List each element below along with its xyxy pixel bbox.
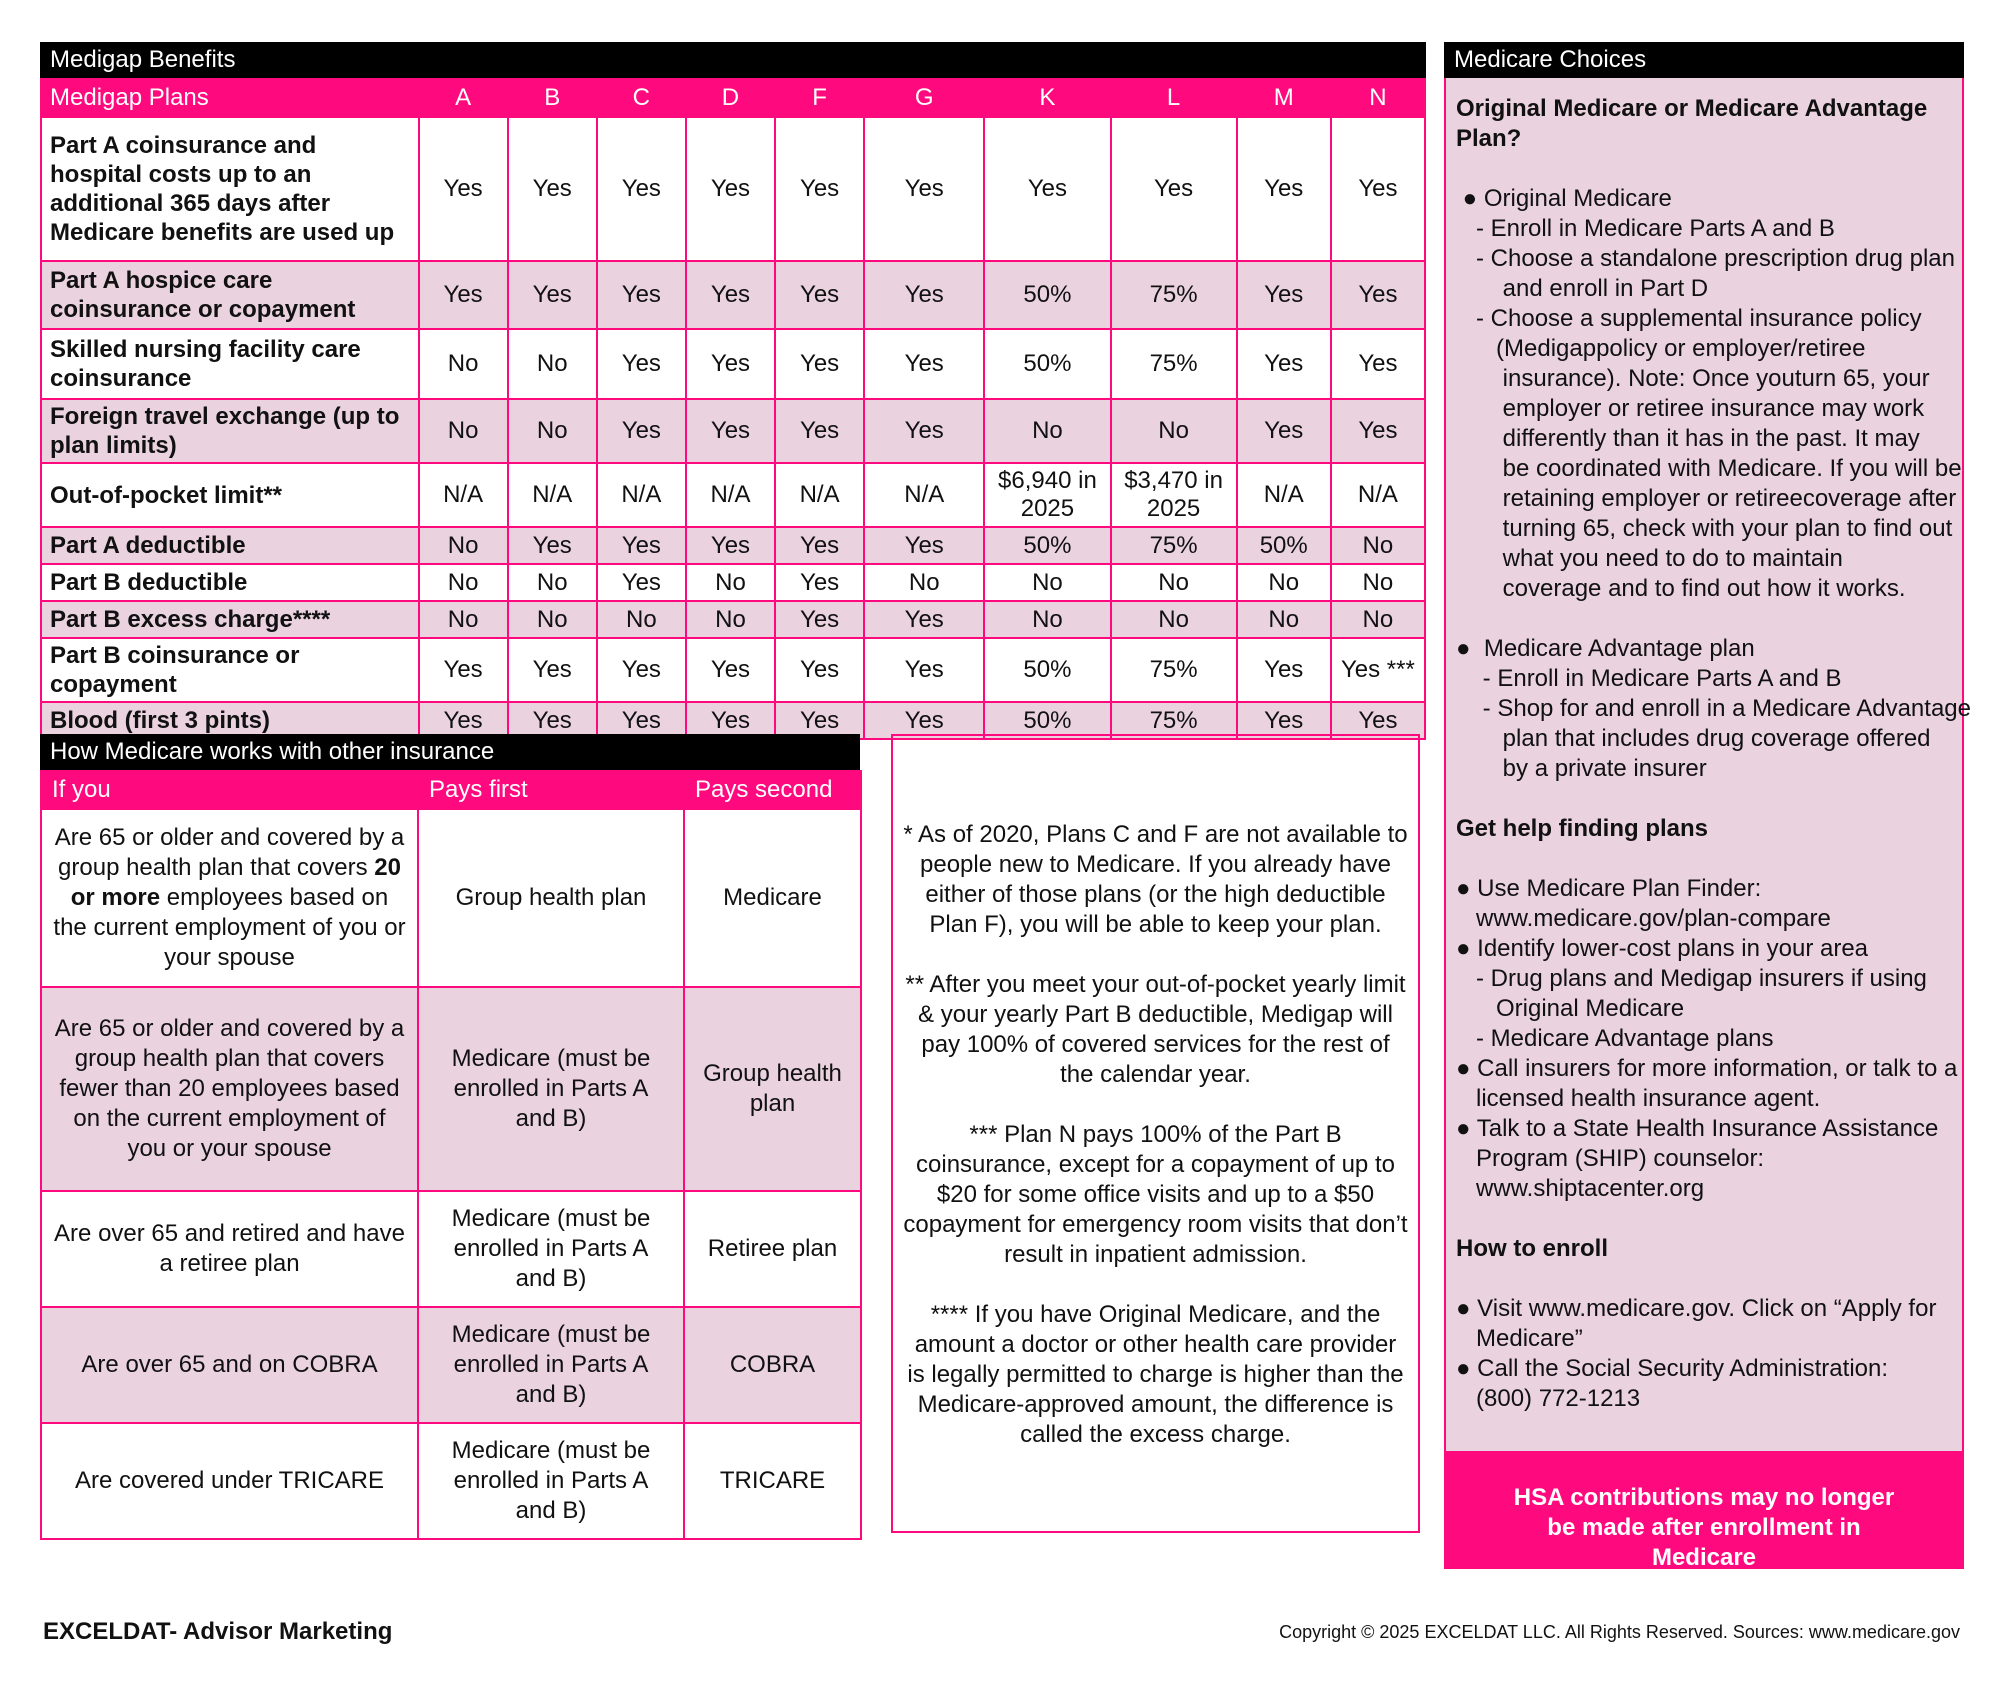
plan-header: F <box>775 79 864 117</box>
howworks-table <box>40 770 862 1540</box>
medigap-row <box>41 261 1425 329</box>
choices-line: Medicare” <box>1456 1325 1583 1352</box>
if-you-text: Are over 65 and on COBRA <box>81 1351 378 1378</box>
medicare-advantage-list <box>1456 634 1971 784</box>
benefit-value: N/A <box>1237 463 1331 527</box>
medigap-plans-header: Medigap Plans <box>41 79 419 117</box>
benefit-value: Yes <box>508 527 597 564</box>
choices-line: www.medicare.gov/plan-compare <box>1456 905 1831 932</box>
benefit-value: No <box>984 601 1110 638</box>
benefit-value: No <box>508 601 597 638</box>
hsa-notice <box>1444 1453 1964 1569</box>
benefit-value: No <box>1237 564 1331 601</box>
benefit-value: Yes <box>686 527 775 564</box>
choices-title: Medicare Choices <box>1444 42 1964 78</box>
if-you-cell <box>41 1307 418 1423</box>
choices-line: (Medigappolicy or employer/retiree <box>1456 335 1866 362</box>
if-you-cell <box>41 809 418 987</box>
if-you-cell <box>41 987 418 1191</box>
choices-line: ● Identify lower-cost plans in your area <box>1456 935 1869 962</box>
benefit-value: Yes <box>597 527 686 564</box>
howworks-row <box>41 1423 861 1539</box>
choices-line: ● Call the Social Security Administration: <box>1456 1355 1889 1382</box>
if-you-emphasis: 20 or more <box>70 854 401 911</box>
howworks-row <box>41 987 861 1191</box>
benefit-value: Yes <box>597 117 686 261</box>
plan-header: A <box>419 79 508 117</box>
benefit-value: Yes <box>1237 261 1331 329</box>
if-you-text: employees based on the current employment of you or your spouse <box>53 884 406 971</box>
benefit-value: Yes <box>1111 117 1237 261</box>
header-if-you: If you <box>41 771 418 809</box>
benefit-value: No <box>864 564 984 601</box>
benefit-value: Yes <box>597 564 686 601</box>
plan-header: D <box>686 79 775 117</box>
benefit-label: Part A hospice care coinsurance or copayment <box>41 261 419 329</box>
hsa-notice-text: HSA contributions may no longer be made after enrollment in Medicare <box>1513 1484 1895 1571</box>
benefit-value: Yes <box>419 261 508 329</box>
benefit-value: No <box>419 564 508 601</box>
choices-line: - Enroll in Medicare Parts A and B <box>1456 665 1842 692</box>
footnote: * As of 2020, Plans C and F are not available to people new to Medicare. If you already have either of those plans (or the high deductible Plan F), you will be able to keep your plan. <box>903 821 1408 938</box>
original-medicare-list <box>1456 184 1962 604</box>
choices-line: ● Use Medicare Plan Finder: <box>1456 875 1762 902</box>
plan-header: M <box>1237 79 1331 117</box>
choices-heading: How to enroll <box>1456 1235 1608 1262</box>
medigap-row <box>41 117 1425 261</box>
medigap-table <box>40 78 1426 740</box>
benefit-value: Yes <box>775 564 864 601</box>
benefit-value: Yes <box>686 638 775 702</box>
choices-line: be coordinated with Medicare. If you will be <box>1456 455 1962 482</box>
copyright-text: Copyright © 2025 EXCELDAT LLC. All Rights Reserved. Sources: www.medicare.gov <box>1279 1622 1960 1642</box>
if-you-cell <box>41 1191 418 1307</box>
benefit-value: No <box>984 399 1110 463</box>
benefit-value: No <box>686 601 775 638</box>
benefit-label: Blood (first 3 pints) <box>41 702 419 739</box>
choices-line: ● Call insurers for more information, or talk to a <box>1456 1055 1958 1082</box>
benefit-value: N/A <box>775 463 864 527</box>
benefit-value: Yes <box>775 117 864 261</box>
pays-second-cell: Retiree plan <box>684 1191 861 1307</box>
benefit-value: Yes <box>864 702 984 739</box>
benefit-value: No <box>984 564 1110 601</box>
choices-line: employer or retiree insurance may work <box>1456 395 1925 422</box>
benefit-value: No <box>1331 564 1425 601</box>
benefit-value: Yes <box>984 117 1110 261</box>
footnote: ** After you meet your out-of-pocket yearly limit & your yearly Part B deductible, Medigap will pay 100% of covered services for the rest of the calendar year. <box>905 971 1406 1088</box>
medigap-benefits-panel <box>40 42 1426 740</box>
benefit-label: Foreign travel exchange (up to plan limits) <box>41 399 419 463</box>
medigap-row <box>41 329 1425 399</box>
benefit-value: Yes <box>419 702 508 739</box>
footnote: *** Plan N pays 100% of the Part B coinsurance, except for a copayment of up to $20 for some office visits and up to a $50 copayment for emergency room visits that don’t result in inpatient admission. <box>903 1121 1408 1268</box>
benefit-value: No <box>1331 527 1425 564</box>
benefit-value: Yes <box>775 702 864 739</box>
choices-line: www.shiptacenter.org <box>1456 1175 1705 1202</box>
choices-line: - Shop for and enroll in a Medicare Advantage <box>1456 695 1971 722</box>
benefit-value: Yes <box>508 117 597 261</box>
benefit-value: 75% <box>1111 702 1237 739</box>
benefit-value: No <box>1111 601 1237 638</box>
pays-first-cell: Medicare (must be enrolled in Parts A and B) <box>418 987 684 1191</box>
choices-body <box>1444 78 1971 1453</box>
choices-line: ● Original Medicare <box>1456 185 1672 212</box>
benefit-value: N/A <box>508 463 597 527</box>
howworks-row <box>41 1191 861 1307</box>
benefit-value: Yes <box>864 601 984 638</box>
benefit-value: 50% <box>984 638 1110 702</box>
benefit-value: $3,470 in 2025 <box>1111 463 1237 527</box>
benefit-value: Yes <box>775 399 864 463</box>
howworks-row <box>41 1307 861 1423</box>
choices-line: - Choose a standalone prescription drug plan <box>1456 245 1955 272</box>
benefit-value: No <box>1111 564 1237 601</box>
benefit-value: Yes <box>686 329 775 399</box>
benefit-value: Yes <box>686 261 775 329</box>
benefit-value: Yes <box>864 117 984 261</box>
choices-line: retaining employer or retireecoverage after <box>1456 485 1957 512</box>
choices-line: Original Medicare <box>1456 995 1685 1022</box>
benefit-value: Yes <box>597 261 686 329</box>
medigap-row <box>41 564 1425 601</box>
benefit-label: Part B excess charge**** <box>41 601 419 638</box>
pays-second-cell: COBRA <box>684 1307 861 1423</box>
choices-line: what you need to do to maintain <box>1456 545 1843 572</box>
choices-line: ● Medicare Advantage plan <box>1456 635 1755 662</box>
choices-line: ● Visit www.medicare.gov. Click on “Apply for <box>1456 1295 1937 1322</box>
help-list <box>1456 874 1958 1204</box>
medigap-header-row <box>41 79 1425 117</box>
medigap-row <box>41 638 1425 702</box>
if-you-cell <box>41 1423 418 1539</box>
choices-line: - Drug plans and Medigap insurers if using <box>1456 965 1927 992</box>
benefit-value: Yes <box>1331 399 1425 463</box>
pays-second-cell: TRICARE <box>684 1423 861 1539</box>
howworks-title: How Medicare works with other insurance <box>40 734 860 770</box>
medigap-row <box>41 601 1425 638</box>
plan-header: K <box>984 79 1110 117</box>
benefit-value: No <box>1111 399 1237 463</box>
benefit-value: N/A <box>597 463 686 527</box>
medigap-row <box>41 527 1425 564</box>
choices-line: differently than it has in the past. It may <box>1456 425 1920 452</box>
plan-header: C <box>597 79 686 117</box>
pays-first-cell: Medicare (must be enrolled in Parts A and B) <box>418 1307 684 1423</box>
benefit-value: 50% <box>984 702 1110 739</box>
benefit-value: No <box>508 399 597 463</box>
benefit-value: No <box>1237 601 1331 638</box>
brand-name: EXCELDAT- Advisor Marketing <box>43 1618 393 1645</box>
benefit-value: N/A <box>1331 463 1425 527</box>
benefit-value: Yes <box>686 702 775 739</box>
benefit-value: Yes <box>597 399 686 463</box>
benefit-value: Yes *** <box>1331 638 1425 702</box>
choices-line: turning 65, check with your plan to find out <box>1456 515 1953 542</box>
medigap-row <box>41 463 1425 527</box>
benefit-value: Yes <box>1237 399 1331 463</box>
pays-second-cell: Group health plan <box>684 987 861 1191</box>
choices-heading: Get help finding plans <box>1456 815 1708 842</box>
if-you-text: Are over 65 and retired and have a retiree plan <box>54 1220 405 1277</box>
header-pays-first: Pays first <box>418 771 684 809</box>
benefit-value: Yes <box>1237 117 1331 261</box>
howworks-row <box>41 809 861 987</box>
benefit-value: Yes <box>775 638 864 702</box>
benefit-value: Yes <box>1237 638 1331 702</box>
if-you-text: Are 65 or older and covered by a group health plan that covers fewer than 20 employees based on the current employment of you or your spouse <box>54 1015 405 1162</box>
choices-line: ● Talk to a State Health Insurance Assistance <box>1456 1115 1939 1142</box>
plan-header: L <box>1111 79 1237 117</box>
benefit-value: 75% <box>1111 527 1237 564</box>
benefit-value: 75% <box>1111 329 1237 399</box>
benefit-value: Yes <box>864 329 984 399</box>
benefit-value: Yes <box>1331 329 1425 399</box>
benefit-value: Yes <box>1331 261 1425 329</box>
benefit-value: Yes <box>864 261 984 329</box>
benefit-value: 75% <box>1111 638 1237 702</box>
benefit-value: N/A <box>686 463 775 527</box>
benefit-value: Yes <box>419 638 508 702</box>
choices-line: by a private insurer <box>1456 755 1707 782</box>
benefit-value: Yes <box>686 399 775 463</box>
benefit-value: No <box>1331 601 1425 638</box>
plan-header: G <box>864 79 984 117</box>
footnote: **** If you have Original Medicare, and the amount a doctor or other health care provider is legally permitted to charge is higher than the Medicare-approved amount, the difference is called the excess charge. <box>907 1301 1404 1448</box>
plan-header: N <box>1331 79 1425 117</box>
benefit-value: Yes <box>508 638 597 702</box>
benefit-value: Yes <box>419 117 508 261</box>
choices-line: - Enroll in Medicare Parts A and B <box>1456 215 1835 242</box>
benefit-value: Yes <box>508 261 597 329</box>
pays-first-cell: Medicare (must be enrolled in Parts A and B) <box>418 1423 684 1539</box>
benefit-value: 75% <box>1111 261 1237 329</box>
choices-line: insurance). Note: Once youturn 65, your <box>1456 365 1930 392</box>
benefit-value: Yes <box>508 702 597 739</box>
benefit-value: No <box>419 329 508 399</box>
enroll-list <box>1456 1294 1952 1414</box>
benefit-value: No <box>508 329 597 399</box>
choices-line: Program (SHIP) counselor: <box>1456 1145 1765 1172</box>
medicare-choices-panel <box>1444 42 1971 1571</box>
howworks-header-row <box>41 771 861 809</box>
benefit-value: Yes <box>597 702 686 739</box>
benefit-value: Yes <box>686 117 775 261</box>
choices-line: plan that includes drug coverage offered <box>1456 725 1931 752</box>
pays-first-cell: Group health plan <box>418 809 684 987</box>
plan-header: B <box>508 79 597 117</box>
how-medicare-works-panel <box>40 734 860 1540</box>
benefit-value: N/A <box>419 463 508 527</box>
header-pays-second: Pays second <box>684 771 861 809</box>
choices-heading: Original Medicare or Medicare Advantage Plan? <box>1456 95 1928 152</box>
benefit-value: Yes <box>597 329 686 399</box>
benefit-value: Yes <box>1331 117 1425 261</box>
benefit-value: Yes <box>1331 702 1425 739</box>
benefit-value: Yes <box>597 638 686 702</box>
choices-line: - Choose a supplemental insurance policy <box>1456 305 1922 332</box>
benefit-value: Yes <box>775 261 864 329</box>
benefit-value: No <box>419 601 508 638</box>
medigap-row <box>41 399 1425 463</box>
benefit-label: Out-of-pocket limit** <box>41 463 419 527</box>
benefit-value: Yes <box>775 527 864 564</box>
benefit-label: Part A coinsurance and hospital costs up to an additional 365 days after Medicare benefits are used up <box>41 117 419 261</box>
medigap-title: Medigap Benefits <box>40 42 1426 78</box>
benefit-value: 50% <box>984 329 1110 399</box>
benefit-value: Yes <box>775 329 864 399</box>
benefit-label: Part B deductible <box>41 564 419 601</box>
benefit-value: No <box>597 601 686 638</box>
benefit-value: N/A <box>864 463 984 527</box>
pays-first-cell: Medicare (must be enrolled in Parts A and B) <box>418 1191 684 1307</box>
benefit-value: No <box>419 399 508 463</box>
if-you-text: Are 65 or older and covered by a group health plan that covers <box>54 824 405 881</box>
benefit-value: Yes <box>1237 329 1331 399</box>
benefit-value: No <box>419 527 508 564</box>
benefit-value: Yes <box>864 527 984 564</box>
benefit-value: Yes <box>1237 702 1331 739</box>
choices-line: licensed health insurance agent. <box>1456 1085 1821 1112</box>
benefit-label: Skilled nursing facility care coinsurance <box>41 329 419 399</box>
benefit-label: Part B coinsurance or copayment <box>41 638 419 702</box>
benefit-value: No <box>508 564 597 601</box>
footnotes-panel <box>891 734 1420 1533</box>
benefit-value: 50% <box>984 527 1110 564</box>
choices-line: (800) 772-1213 <box>1456 1385 1641 1412</box>
benefit-value: $6,940 in 2025 <box>984 463 1110 527</box>
benefit-value: Yes <box>864 399 984 463</box>
benefit-value: 50% <box>984 261 1110 329</box>
choices-line: - Medicare Advantage plans <box>1456 1025 1774 1052</box>
choices-line: and enroll in Part D <box>1456 275 1709 302</box>
benefit-label: Part A deductible <box>41 527 419 564</box>
benefit-value: No <box>686 564 775 601</box>
if-you-text: Are covered under TRICARE <box>74 1467 385 1494</box>
benefit-value: 50% <box>1237 527 1331 564</box>
choices-line: coverage and to find out how it works. <box>1456 575 1906 602</box>
benefit-value: Yes <box>864 638 984 702</box>
pays-second-cell: Medicare <box>684 809 861 987</box>
benefit-value: Yes <box>775 601 864 638</box>
